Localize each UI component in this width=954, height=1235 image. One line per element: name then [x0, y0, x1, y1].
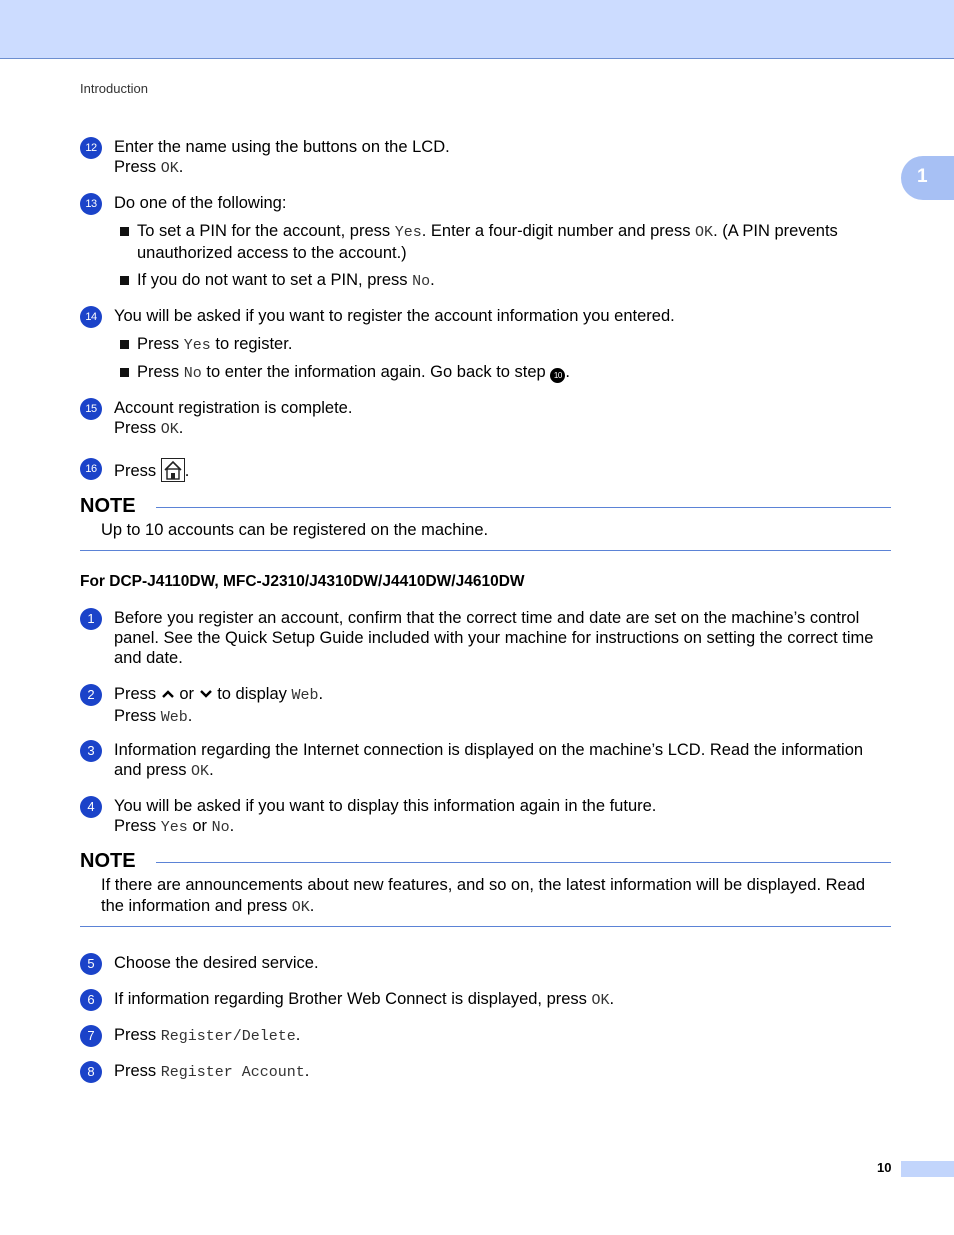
note-rule	[80, 550, 891, 551]
step-number: 2	[80, 684, 102, 706]
note-heading: NOTE	[80, 495, 136, 517]
step-text: Press Register Account.	[114, 1062, 310, 1081]
step-number: 15	[80, 398, 102, 420]
step-text: Enter the name using the buttons on the LCD. Press OK.	[114, 138, 450, 177]
note-rule	[156, 507, 891, 508]
bullet-square	[120, 276, 129, 285]
step-text: You will be asked if you want to display this information again in the future. Press Yes or No.	[114, 797, 657, 836]
down-arrow-icon	[199, 685, 213, 705]
step-text: Information regarding the Internet connection is displayed on the machine’s LCD. Read the information and press OK.	[114, 741, 864, 780]
page-number: 10	[877, 1160, 892, 1175]
step-text: Choose the desired service.	[114, 954, 319, 972]
step-number: 12	[80, 137, 102, 159]
step-number: 7	[80, 1025, 102, 1047]
model-subheading: For DCP-J4110DW, MFC-J2310/J4310DW/J4410DW/J4610DW	[80, 573, 525, 590]
section-label: Introduction	[80, 81, 148, 96]
step-text: Account registration is complete. Press OK.	[114, 399, 353, 438]
chapter-number: 1	[917, 166, 928, 187]
bullet-square	[120, 340, 129, 349]
step-number: 3	[80, 740, 102, 762]
step-number: 1	[80, 608, 102, 630]
up-arrow-icon	[161, 685, 175, 705]
note-rule	[80, 926, 891, 927]
step-number: 14	[80, 306, 102, 328]
note-rule	[156, 862, 891, 863]
step-reference: 10	[550, 368, 565, 383]
step-text: Press Register/Delete.	[114, 1026, 301, 1045]
note-text: If there are announcements about new features, and so on, the latest information will be displayed. Read the information and press OK.	[101, 876, 866, 916]
step-text: Do one of the following:	[114, 194, 287, 212]
step-text: You will be asked if you want to register the account information you entered.	[114, 307, 675, 325]
step-number: 6	[80, 989, 102, 1011]
home-icon	[161, 458, 185, 482]
bullet-square	[120, 227, 129, 236]
step-text: Press or to display Web. Press Web.	[114, 685, 324, 726]
step-number: 16	[80, 458, 102, 480]
note-heading: NOTE	[80, 850, 136, 872]
step-text: Press .	[114, 458, 890, 482]
header-band	[0, 0, 954, 59]
step-text: Before you register an account, confirm that the correct time and date are set on the machine’s control panel. See the Quick Setup Guide included with your machine for instructions on setting the correct time and date.	[114, 609, 874, 667]
step-number: 4	[80, 796, 102, 818]
step-number: 13	[80, 193, 102, 215]
step-text: If information regarding Brother Web Connect is displayed, press OK.	[114, 990, 615, 1009]
bullet-square	[120, 368, 129, 377]
step-number: 8	[80, 1061, 102, 1083]
page-bar	[901, 1161, 954, 1177]
step-number: 5	[80, 953, 102, 975]
note-text: Up to 10 accounts can be registered on the machine.	[101, 521, 489, 539]
lcd-key: OK	[160, 160, 179, 177]
chapter-tab	[901, 156, 954, 200]
